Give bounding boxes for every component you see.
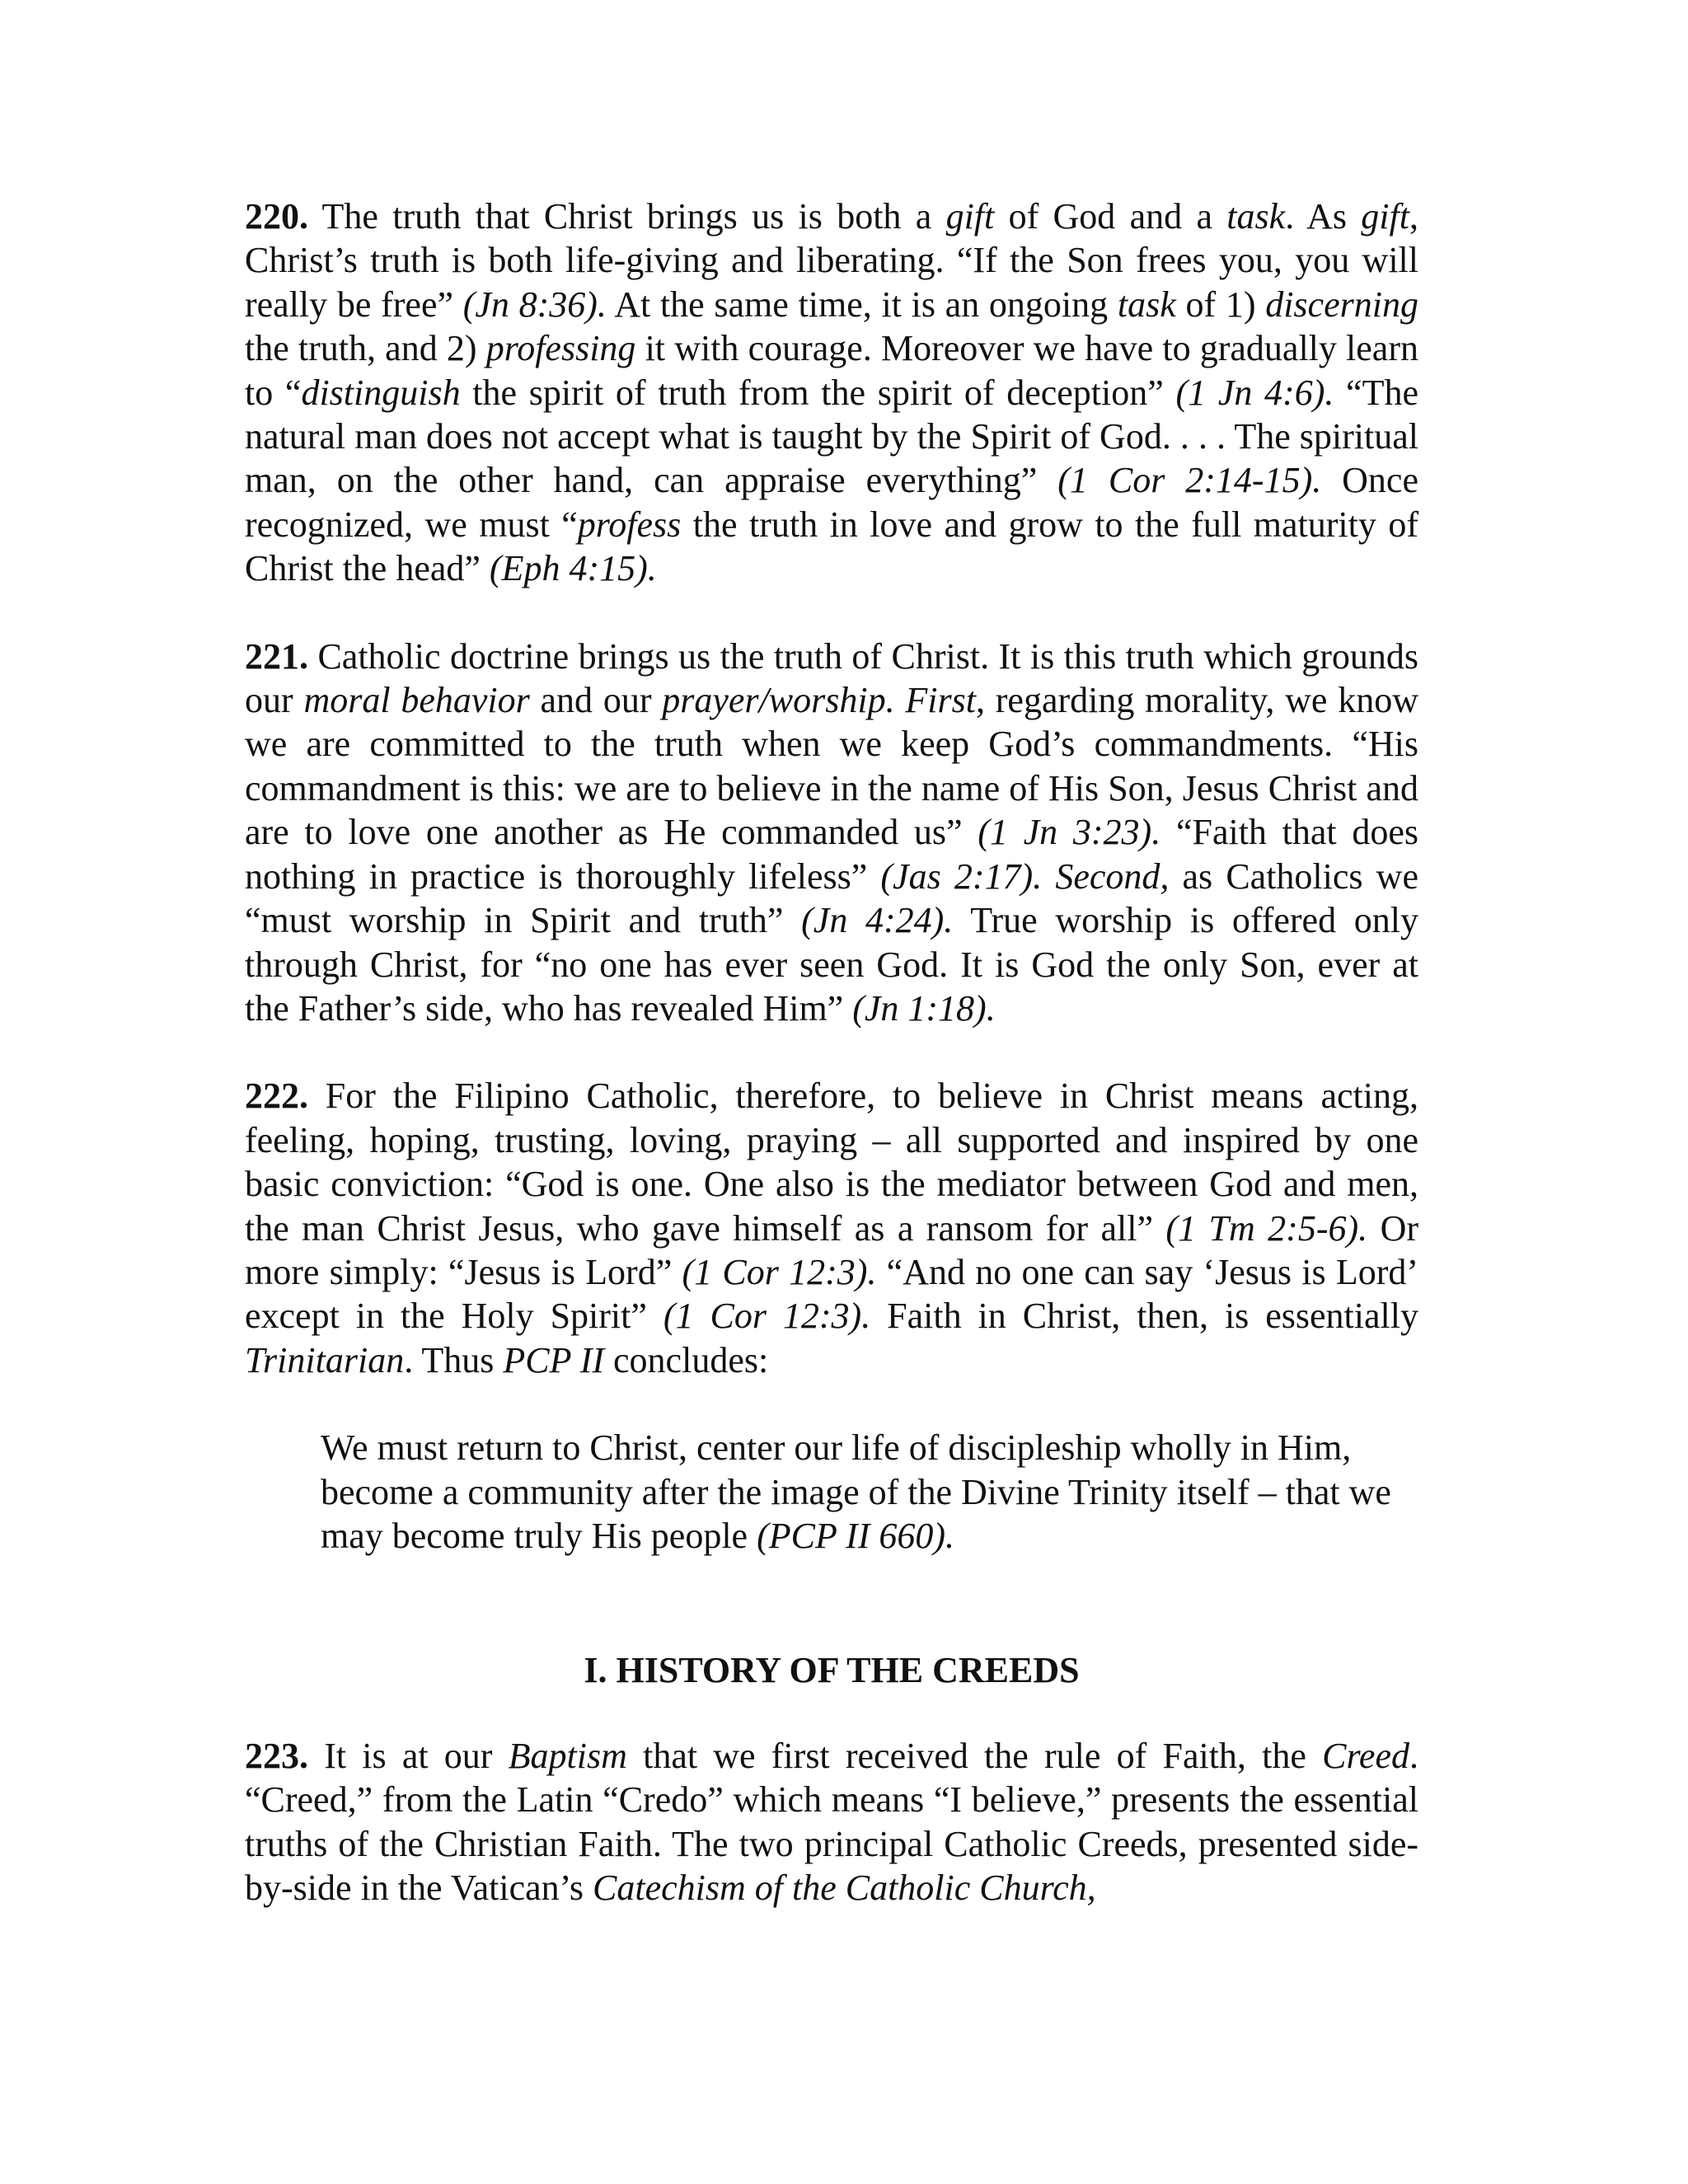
citation: (Jas 2:17). Second,: [880, 855, 1170, 897]
paragraph-number: 220.: [245, 196, 308, 237]
citation: (Jn 1:18).: [852, 987, 996, 1029]
italic-run: PCP II: [503, 1339, 605, 1380]
italic-run: Creed: [1322, 1735, 1409, 1776]
citation: (1 Tm 2:5-6).: [1165, 1207, 1368, 1249]
italic-run: profess: [577, 504, 682, 545]
text-run: We must return to Christ, center our life of discipleship wholly in Him, become a community after the image of the Divine Trinity itself – that we may become truly His people: [321, 1427, 1391, 1556]
text-run: Once recognized, we must “: [245, 460, 1418, 545]
text-run: of God and a: [994, 196, 1227, 237]
italic-run: moral behavior: [303, 680, 530, 721]
citation: (1 Jn 4:6).: [1175, 372, 1334, 413]
text-run: “Faith that does nothing in practice is thoroughly lifeless”: [245, 812, 1418, 897]
paragraph-number: 221.: [245, 635, 308, 677]
text-run: and our: [529, 680, 663, 721]
citation: (1 Jn 3:23).: [978, 812, 1161, 853]
text-run: of 1): [1175, 284, 1266, 325]
citation: (Jn 8:36).: [462, 284, 607, 325]
text-run: Faith in Christ, then, is essentially: [870, 1296, 1418, 1337]
text-run: , regarding morality, we know we are committed to the truth when we keep God’s commandments. “His commandment is this: we are to believe in the name of His Son, Jesus Christ and are to love one another as He commanded us”: [245, 680, 1418, 853]
text-run: the spirit of truth from the spirit of deception”: [460, 372, 1176, 413]
text-run: It is at our: [308, 1735, 509, 1776]
italic-run: discerning: [1265, 284, 1418, 325]
text-run: it with courage. Moreover we have to gradually learn to “: [245, 328, 1418, 413]
italic-run: prayer/worship. First: [662, 680, 976, 721]
text-run: The truth that Christ brings us is both a: [308, 196, 946, 237]
text-run: the truth in love and grow to the full maturity of Christ the head”: [245, 504, 1418, 589]
citation: (1 Cor 12:3).: [682, 1251, 877, 1292]
italic-run: Catechism of the Catholic Church,: [593, 1868, 1096, 1908]
citation: (1 Cor 12:3).: [663, 1296, 871, 1337]
text-run: concludes:: [604, 1339, 769, 1380]
text-run: True worship is offered only through Christ, for “no one has ever seen God. It is God the only Son, ever at the Father’s side, who has revealed Him”: [245, 900, 1418, 1029]
text-run: the truth, and 2): [245, 328, 486, 369]
citation: (Eph 4:15).: [489, 548, 657, 589]
paragraph-223: [245, 1734, 1418, 1910]
text-run: . Thus: [404, 1339, 504, 1380]
italic-run: Baptism: [508, 1735, 627, 1776]
italic-run: gift: [945, 196, 995, 237]
text-run: Catholic doctrine brings us the truth of Christ. It is this truth which grounds our: [245, 635, 1418, 721]
citation: (1 Cor 2:14-15).: [1057, 460, 1322, 501]
paragraph-221: [245, 635, 1418, 1031]
document-page: [245, 194, 1418, 1910]
paragraph-number: 223.: [245, 1735, 308, 1776]
block-quote: [321, 1426, 1418, 1558]
italic-run: professing: [485, 328, 636, 369]
italic-run: task: [1226, 196, 1286, 237]
italic-run: task: [1117, 284, 1176, 325]
text-run: Or more simply: “Jesus is Lord”: [245, 1207, 1418, 1292]
text-run: “And no one can say ‘Jesus is Lord’ except in the Holy Spirit”: [245, 1251, 1419, 1337]
italic-run: gift: [1361, 196, 1409, 237]
paragraph-222: [245, 1074, 1418, 1382]
text-run: “The natural man does not accept what is taught by the Spirit of God. . . . The spiritual man, on the other hand, can appraise everything”: [245, 372, 1418, 501]
italic-run: distinguish: [301, 372, 461, 413]
text-run: . “Creed,” from the Latin “Credo” which means “I believe,” presents the essential truths of the Christian Faith. The two principal Catholic Creeds, presented side-by-side in the Vatican’s: [245, 1735, 1418, 1908]
paragraph-220: [245, 194, 1418, 591]
text-run: , Christ’s truth is both life-giving and liberating. “If the Son frees you, you will really be free”: [245, 196, 1418, 325]
italic-run: Trinitarian: [245, 1339, 405, 1380]
paragraph-number: 222.: [245, 1076, 308, 1117]
text-run: For the Filipino Catholic, therefore, to believe in Christ means acting, feeling, hoping, trusting, loving, praying – all supported and inspired by one basic conviction: “God is one. One also is the mediator between God and men, the man Christ Jesus, who gave himself as a ransom for all”: [245, 1076, 1418, 1249]
citation: (PCP II 660).: [757, 1515, 954, 1556]
text-run: that we first received the rule of Faith, the: [626, 1735, 1323, 1776]
text-run: At the same time, it is an ongoing: [606, 284, 1118, 325]
text-run: . As: [1285, 196, 1362, 237]
text-run: as Catholics we “must worship in Spirit and truth”: [245, 855, 1418, 941]
section-heading: I. HISTORY OF THE CREEDS: [584, 1650, 1080, 1691]
citation: (Jn 4:24).: [801, 900, 954, 941]
